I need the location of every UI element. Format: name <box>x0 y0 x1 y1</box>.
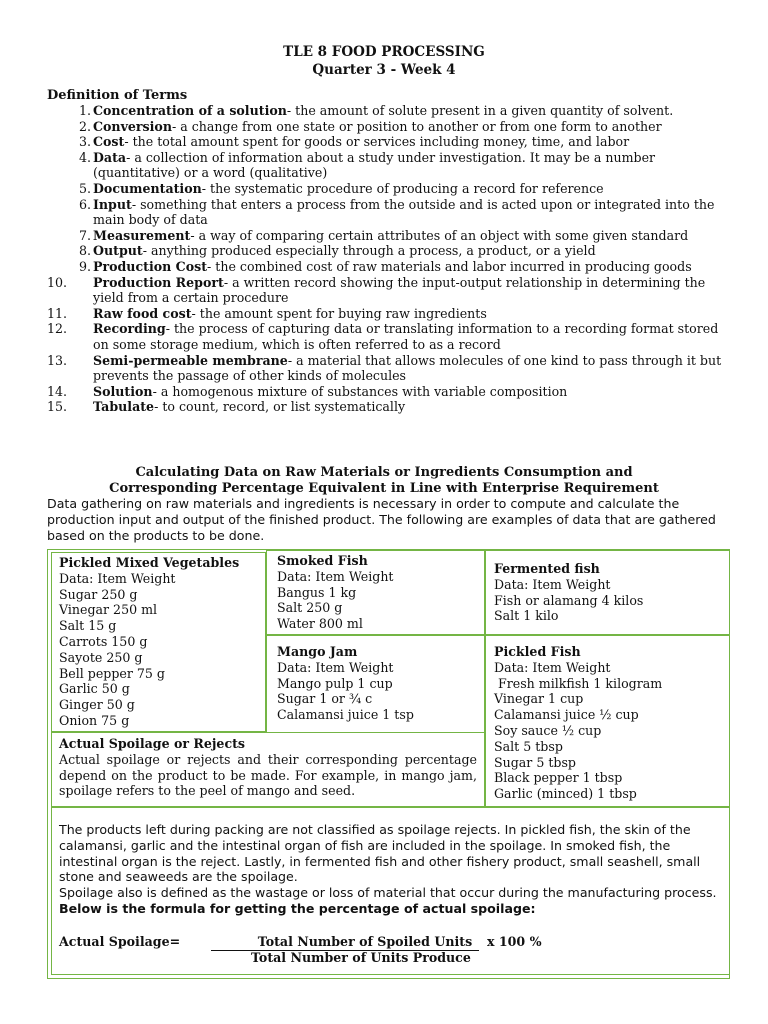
definition-number: 14. <box>47 383 68 399</box>
ingredient-line: Soy sauce ½ cup <box>494 722 602 738</box>
definition-term: Solution <box>93 383 153 399</box>
definition-text: - to count, record, or list systematically <box>154 399 406 415</box>
definition-number: 9. <box>78 258 91 274</box>
formula-denominator: Total Number of Units Produce <box>251 950 471 965</box>
definitions-heading: Definition of Terms <box>47 88 188 103</box>
product-ingredients <box>59 571 258 729</box>
definition-item <box>47 321 737 352</box>
product-ingredients <box>277 569 474 632</box>
section-intro: Data gathering on raw materials and ingredients is necessary in order to compute and calculate the production input and output of the finished product. The following are examples of data that are gathered based on the products to be done. <box>47 496 716 543</box>
definitions-list <box>47 103 737 415</box>
definition-number: 2. <box>78 118 91 134</box>
definition-item <box>47 181 737 197</box>
definition-term: Production Report <box>93 274 224 290</box>
definition-text: - the amount spent for buying raw ingredients <box>191 305 487 321</box>
ingredient-line: Data: Item Weight <box>494 659 611 675</box>
product-ingredients <box>494 577 721 624</box>
ingredient-line: Sayote 250 g <box>59 649 143 665</box>
definition-text: - anything produced especially through a process, a product, or a yield <box>142 243 596 259</box>
definition-number: 7. <box>78 227 91 243</box>
product-ingredients <box>277 660 474 723</box>
definition-number: 12. <box>47 321 68 337</box>
ingredient-line: Mango pulp 1 cup <box>277 675 393 691</box>
definition-text: - a homogenous mixture of substances with variable composition <box>152 383 568 399</box>
ingredient-line: Garlic 50 g <box>59 681 130 697</box>
definition-text: - a way of comparing certain attributes of an object with some given standard <box>190 227 689 243</box>
product-title: Smoked Fish <box>277 553 368 568</box>
ingredient-line: Carrots 150 g <box>59 633 148 649</box>
document-subtitle: Quarter 3 - Week 4 <box>312 62 456 78</box>
definition-number: 6. <box>78 196 91 212</box>
definition-item <box>47 103 737 119</box>
spoilage-title: Actual Spoilage or Rejects <box>59 736 246 751</box>
definition-item <box>47 243 737 259</box>
spoilage-paragraph-2 <box>59 885 722 917</box>
definition-text: - the combined cost of raw materials and labor incurred in producing goods <box>207 258 692 274</box>
definition-term: Documentation <box>93 180 202 196</box>
definition-term: Tabulate <box>93 399 155 415</box>
ingredient-line: Calamansi juice 1 tsp <box>277 707 414 723</box>
formula-intro: Below is the formula for getting the percentage of actual spoilage: <box>59 900 536 916</box>
definition-term: Cost <box>93 134 125 150</box>
ingredient-line: Sugar 1 or ¾ c <box>277 691 373 707</box>
definition-term: Semi-permeable membrane <box>93 352 288 368</box>
spoilage-text: Actual spoilage or rejects and their corresponding percentage depend on the product to be made. For example, in mango jam, spoilage refers to the peel of mango and seed. <box>59 751 477 799</box>
fermented-fish-box <box>485 550 730 635</box>
definition-term: Input <box>93 196 132 212</box>
definition-term: Measurement <box>93 227 191 243</box>
formula-label: Actual Spoilage= <box>59 934 181 949</box>
definition-item <box>47 119 737 135</box>
definition-text: - the total amount spent for goods or services including money, time, and labor <box>124 134 630 150</box>
ingredient-line: Data: Item Weight <box>277 568 394 584</box>
definition-term: Output <box>93 243 143 259</box>
product-title: Pickled Mixed Vegetables <box>59 555 240 570</box>
definition-number: 3. <box>78 134 91 150</box>
spoilage-explanation-box <box>51 807 730 975</box>
product-title: Fermented fish <box>494 561 600 576</box>
ingredient-line: Salt 5 tbsp <box>494 738 563 754</box>
definition-item <box>47 306 737 322</box>
ingredient-line: Onion 75 g <box>59 712 130 728</box>
ingredient-line: Fresh milkfish 1 kilogram <box>494 675 663 691</box>
ingredient-line: Garlic (minced) 1 tbsp <box>494 786 637 802</box>
ingredient-line: Water 800 ml <box>277 616 363 632</box>
ingredient-line: Calamansi juice ½ cup <box>494 707 639 723</box>
definition-term: Data <box>93 149 127 165</box>
product-ingredients <box>494 660 721 802</box>
definition-item <box>47 150 737 181</box>
definition-item <box>47 197 737 228</box>
pickled-fish-box <box>485 635 730 807</box>
pickled-mixed-vegetables-box <box>51 552 266 732</box>
definition-number: 11. <box>47 305 68 321</box>
definition-term: Raw food cost <box>93 305 192 321</box>
definition-number: 5. <box>78 180 91 196</box>
definition-text: - the process of capturing data or translating information to a recording format stored on some storage medium, which is often referred to as a record <box>93 321 719 352</box>
ingredient-line: Data: Item Weight <box>59 570 176 586</box>
definition-number: 4. <box>78 149 91 165</box>
definition-text: - a written record showing the input-output relationship in determining the yield from a certain procedure <box>93 274 706 306</box>
section-heading-line2: Corresponding Percentage Equivalent in Line with Enterprise Requirement <box>109 481 659 496</box>
ingredient-line: Data: Item Weight <box>494 576 611 592</box>
smoked-fish-box <box>266 550 485 635</box>
definition-text: - the amount of solute present in a given quantity of solvent. <box>286 103 674 118</box>
ingredient-line: Sugar 250 g <box>59 586 138 602</box>
ingredient-line: Sugar 5 tbsp <box>494 754 576 770</box>
ingredient-line: Fish or alamang 4 kilos <box>494 592 644 608</box>
ingredient-line: Black pepper 1 tbsp <box>494 770 623 786</box>
definition-term: Conversion <box>93 118 172 134</box>
definition-number: 8. <box>78 243 91 259</box>
ingredient-line: Data: Item Weight <box>277 659 394 675</box>
formula-numerator: Total Number of Spoiled Units <box>211 934 479 951</box>
definition-term: Production Cost <box>93 258 208 274</box>
definition-item <box>47 228 737 244</box>
definition-term: Recording <box>93 321 166 337</box>
definition-term: Concentration of a solution <box>93 103 287 118</box>
section-heading-line1: Calculating Data on Raw Materials or Ingredients Consumption and <box>135 465 633 480</box>
formula-multiplier: x 100 % <box>487 934 542 949</box>
definition-number: 15. <box>47 399 68 415</box>
product-title: Pickled Fish <box>494 644 581 659</box>
definition-number: 10. <box>47 274 68 290</box>
definition-text: - something that enters a process from the outside and is acted upon or integrated into the main body of data <box>93 196 715 228</box>
ingredient-line: Vinegar 250 ml <box>59 602 158 618</box>
ingredient-line: Salt 15 g <box>59 618 117 634</box>
ingredient-line: Bell pepper 75 g <box>59 665 165 681</box>
ingredient-line: Bangus 1 kg <box>277 584 357 600</box>
definition-number: 1. <box>78 103 91 118</box>
ingredient-line: Salt 1 kilo <box>494 608 559 624</box>
definition-text: - a change from one state or position to another or from one form to another <box>171 118 662 134</box>
product-title: Mango Jam <box>277 644 358 659</box>
definition-item <box>47 275 737 306</box>
spoilage-paragraph-1: The products left during packing are not classified as spoilage rejects. In pickled fish, the skin of the calamansi, garlic and the intestinal organ of fish are included in the spoilage. In smoked fish, the intestinal organ is the reject. Lastly, in fermented fish and other fishery product, small seashell, small stone and seaweeds are the spoilage. <box>59 822 701 885</box>
definition-item <box>47 134 737 150</box>
definition-number: 13. <box>47 352 68 368</box>
definition-text: - a collection of information about a study under investigation. It may be a number (quantitative) or a word (qualitative) <box>93 149 656 181</box>
definition-text: - a material that allows molecules of one kind to pass through it but prevents the passage of other kinds of molecules <box>93 352 722 384</box>
definition-text: - the systematic procedure of producing a record for reference <box>201 180 604 196</box>
definition-item <box>47 384 737 400</box>
actual-spoilage-box <box>51 732 485 807</box>
ingredient-line: Salt 250 g <box>277 600 343 616</box>
definition-item <box>47 399 737 415</box>
definition-item <box>47 259 737 275</box>
ingredient-line: Vinegar 1 cup <box>494 691 584 707</box>
ingredient-line: Ginger 50 g <box>59 697 135 713</box>
spoilage-definition: Spoilage also is defined as the wastage or loss of material that occur during the manufacturing process. <box>59 885 717 901</box>
definition-item <box>47 353 737 384</box>
document-title: TLE 8 FOOD PROCESSING <box>283 44 485 60</box>
mango-jam-box <box>266 635 485 733</box>
spoilage-formula <box>59 932 719 972</box>
